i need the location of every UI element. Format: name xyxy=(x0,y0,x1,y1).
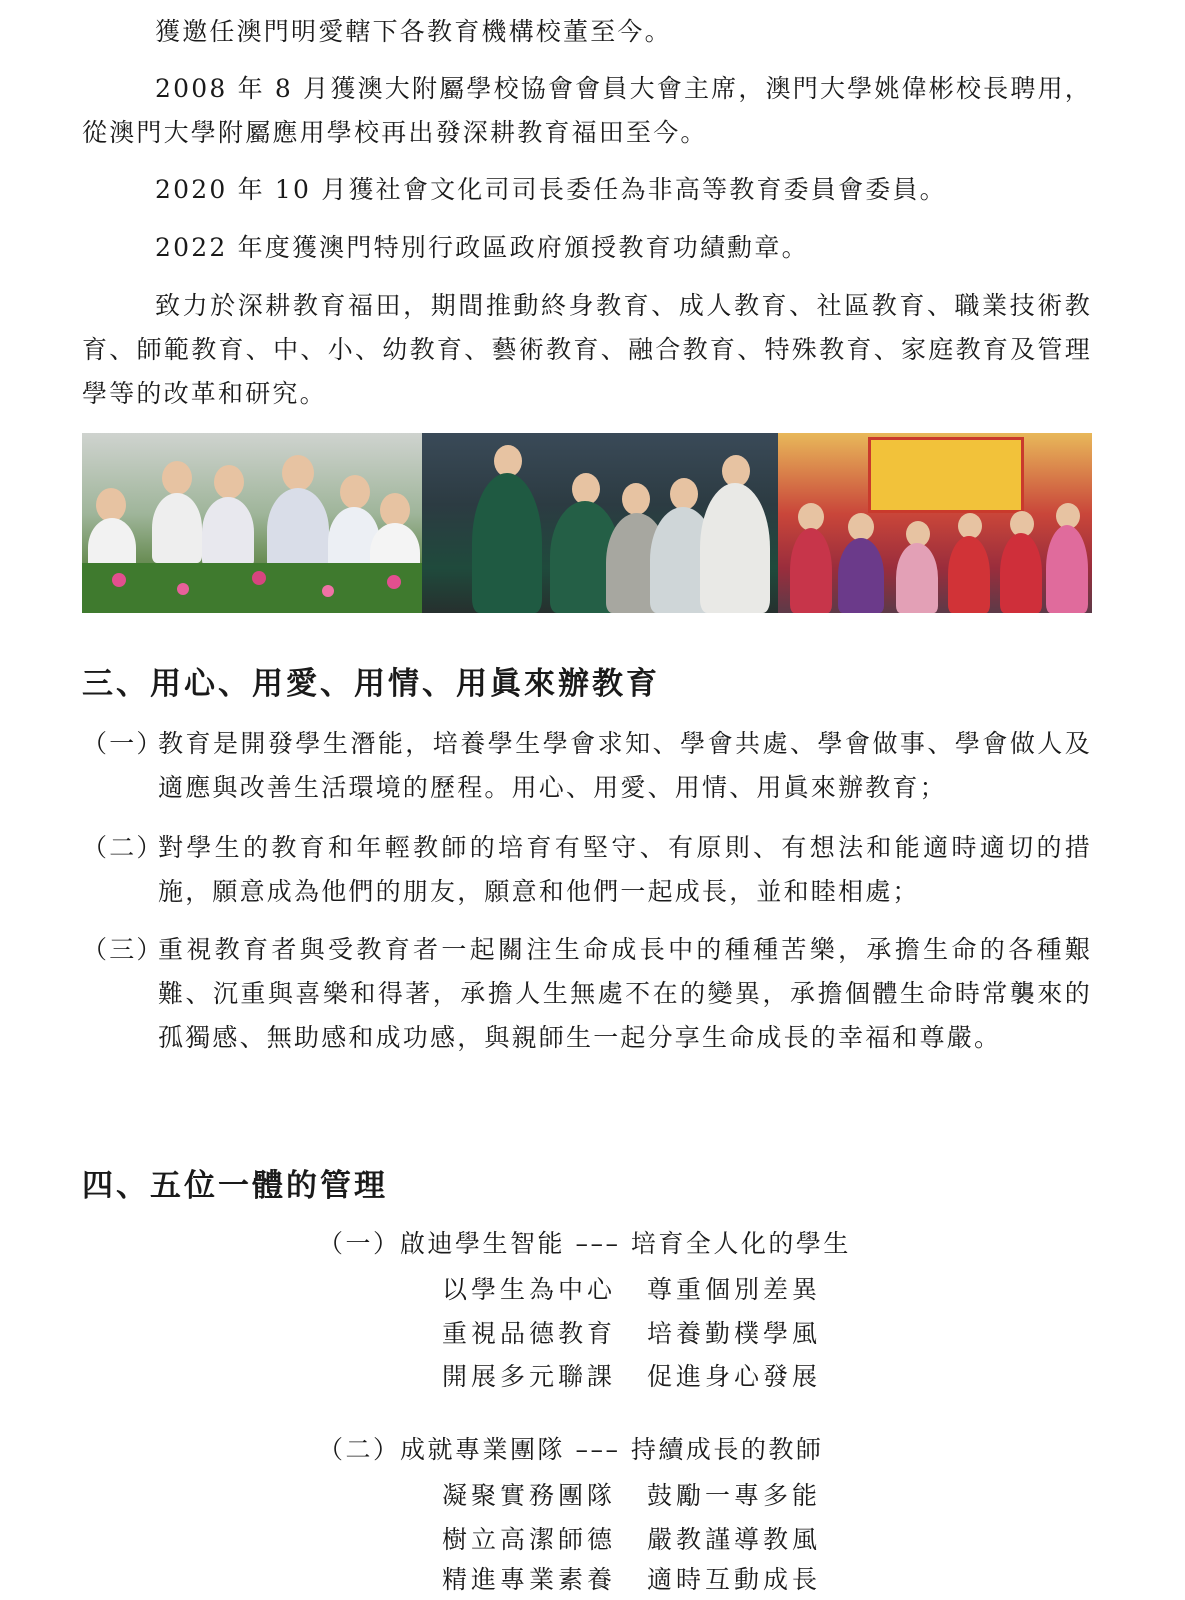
management-row xyxy=(442,1357,821,1397)
principle-left: 以學生為中心 xyxy=(442,1275,617,1304)
principle-left: 精進專業素養 xyxy=(442,1565,617,1594)
principle-right: 嚴教謹導教風 xyxy=(647,1525,822,1554)
intro-paragraph-3: 2020 年 10 月獲社會文化司司長委任為非高等教育委員會委員。 xyxy=(155,175,947,204)
management-row xyxy=(442,1520,821,1560)
item-number: （二） xyxy=(82,833,164,862)
management-row xyxy=(442,1314,821,1354)
group-title: 啟迪學生智能 ––– 培育全人化的學生 xyxy=(400,1229,851,1258)
principle-left: 凝聚實務團隊 xyxy=(442,1481,617,1510)
management-group-2-title xyxy=(318,1430,823,1470)
principle-right: 鼓勵一專多能 xyxy=(647,1481,822,1510)
intro-paragraph-4: 2022 年度獲澳門特別行政區政府頒授教育功績勳章。 xyxy=(155,233,809,262)
intro-paragraph-5: 致力於深耕教育福田，期間推動終身教育、成人教育、社區教育、職業技術教育、師範教育、中、小、幼教育、藝術教育、融合教育、特殊教育、家庭教育及管理學等的改革和研究。 xyxy=(82,291,1092,408)
photo-kindergarten xyxy=(778,433,1092,613)
section-3-heading: 三、用心、用愛、用情、用眞來辦教育 xyxy=(82,666,660,702)
section-3-item-2 xyxy=(82,826,1092,914)
section-3-item-3 xyxy=(82,928,1092,1060)
item-text: 教育是開發學生潛能，培養學生學會求知、學會共處、學會做事、學會做人及適應與改善生活環境的歷程。用心、用愛、用情、用眞來辦教育； xyxy=(158,729,1092,802)
item-text: 重視教育者與受教育者一起關注生命成長中的種種苦樂，承擔生命的各種艱難、沉重與喜樂和得著，承擔人生無處不在的變異，承擔個體生命時常襲來的孤獨感、無助感和成功感，與親師生一起分享生命成長的幸福和尊嚴。 xyxy=(158,935,1092,1052)
principle-left: 樹立高潔師德 xyxy=(442,1525,617,1554)
principle-left: 重視品德教育 xyxy=(442,1319,617,1348)
group-title: 成就專業團隊 ––– 持續成長的教師 xyxy=(400,1435,824,1464)
management-row xyxy=(442,1270,821,1310)
group-number: （一） xyxy=(318,1229,401,1258)
intro-paragraph-2: 2008 年 8 月獲澳大附屬學校協會會員大會主席，澳門大學姚偉彬校長聘用，從澳門大學附屬應用學校再出發深耕教育福田至今。 xyxy=(82,74,1092,147)
item-number: （一） xyxy=(82,729,164,758)
section-4-heading: 四、五位一體的管理 xyxy=(82,1168,388,1204)
management-group-1-title xyxy=(318,1224,851,1264)
principle-right: 培養勤樸學風 xyxy=(647,1319,822,1348)
management-row xyxy=(442,1476,821,1516)
management-row xyxy=(442,1560,821,1600)
principle-right: 尊重個別差異 xyxy=(647,1275,822,1304)
section-3-item-1 xyxy=(82,722,1092,810)
principle-right: 適時互動成長 xyxy=(647,1565,822,1594)
intro-paragraph-1: 獲邀任澳門明愛轄下各教育機構校董至今。 xyxy=(155,17,672,46)
item-text: 對學生的教育和年輕教師的培育有堅守、有原則、有想法和能適時適切的措施，願意成為他們的朋友，願意和他們一起成長，並和睦相處； xyxy=(158,833,1092,906)
group-number: （二） xyxy=(318,1435,401,1464)
principle-left: 開展多元聯課 xyxy=(442,1362,617,1391)
item-number: （三） xyxy=(82,935,164,964)
photo-graduation xyxy=(422,433,778,613)
photo-students-garden xyxy=(82,433,422,613)
principle-right: 促進身心發展 xyxy=(647,1362,822,1391)
photo-strip xyxy=(82,433,1092,613)
